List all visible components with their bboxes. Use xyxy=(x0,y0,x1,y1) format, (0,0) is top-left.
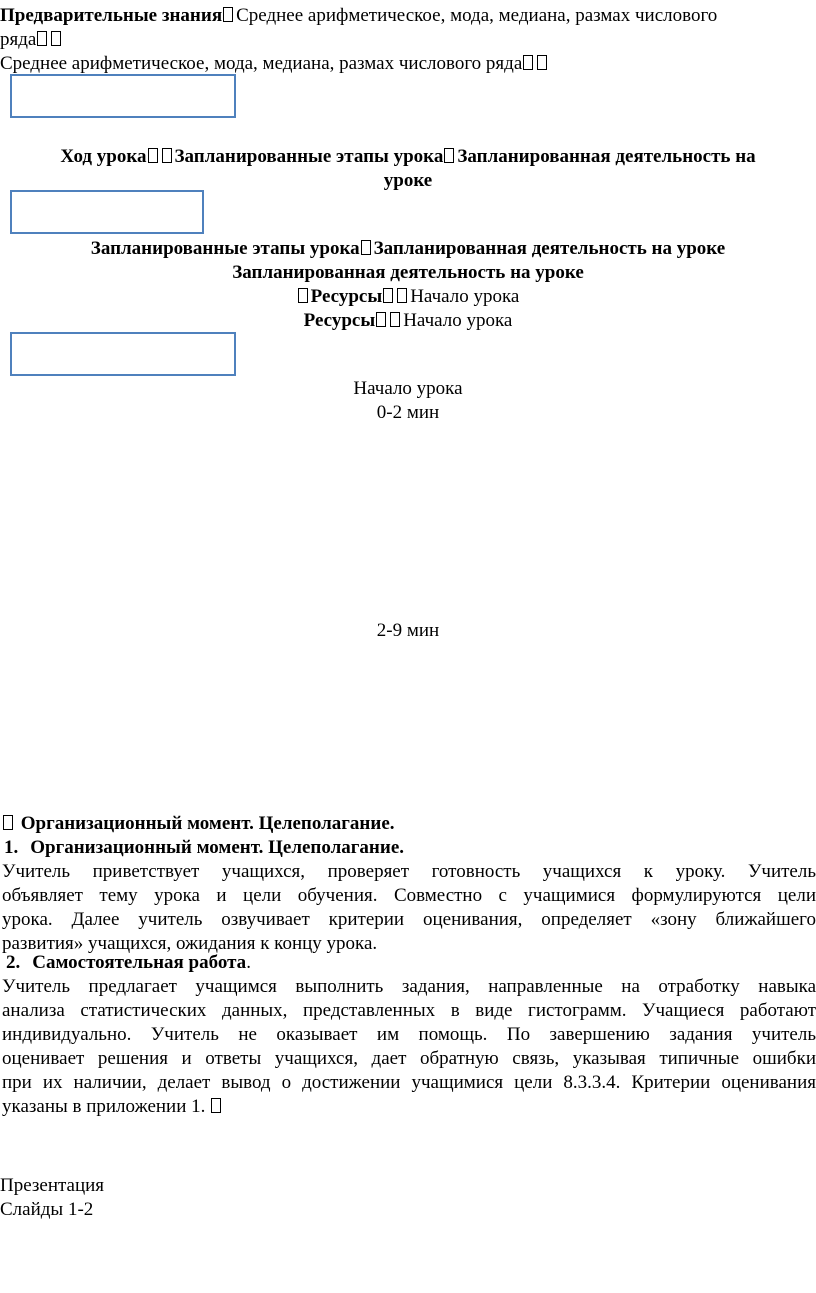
section2-body-line: Учитель предлагает учащимся выполнить задания, направленные на отработку навыка xyxy=(2,976,816,997)
missing-glyph-icon xyxy=(51,31,61,46)
resource-slides: Слайды 1-2 xyxy=(0,1199,94,1220)
resource-presentation: Презентация xyxy=(0,1175,105,1196)
missing-glyph-icon xyxy=(162,148,172,163)
missing-glyph-icon xyxy=(376,312,386,327)
section1-title-a-text: Организационный момент. Целеполагание. xyxy=(20,813,395,834)
stages-label: Запланированные этапы урока xyxy=(90,238,360,259)
section2-number: 2. xyxy=(6,952,21,973)
prior-knowledge-text: Среднее арифметическое, мода, медиана, размах числового xyxy=(236,5,718,26)
missing-glyph-icon xyxy=(211,1098,221,1113)
section1-title-b xyxy=(4,836,816,860)
planned-activity-label: Запланированная деятельность на xyxy=(457,146,756,167)
missing-glyph-icon xyxy=(390,312,400,327)
resources-label: Ресурсы xyxy=(310,286,383,307)
section1-title-b-text: Организационный момент. Целеполагание. xyxy=(30,837,404,858)
planned-stages-label: Запланированные этапы урока xyxy=(174,146,444,167)
prior-knowledge-text-cont: ряда xyxy=(0,29,37,50)
missing-glyph-icon xyxy=(37,31,47,46)
section2-title-text: Самостоятельная работа xyxy=(32,952,247,973)
section1-body-line: Учитель приветствует учащихся, проверяет готовность учащихся к уроку. Учитель xyxy=(2,861,816,882)
stage-name: Начало урока xyxy=(353,378,463,399)
section1-body-line: развития» учащихся, ожидания к концу урока. xyxy=(2,933,378,954)
blank-frame-2 xyxy=(10,190,204,234)
activity-label: Запланированная деятельность на уроке xyxy=(373,238,726,259)
section2-title xyxy=(6,951,816,975)
section1-title-a xyxy=(2,812,816,836)
section1-body xyxy=(2,860,816,956)
missing-glyph-icon xyxy=(223,7,233,22)
time-range-2: 2-9 мин xyxy=(376,620,440,641)
prior-knowledge-line1-cont xyxy=(0,28,816,52)
blank-frame-1 xyxy=(10,74,236,118)
missing-glyph-icon xyxy=(397,288,407,303)
resources-line-2 xyxy=(0,309,816,333)
missing-glyph-icon xyxy=(148,148,158,163)
section2-body-line: оценивает решения и ответы учащихся, дает обратную связь, указывая типичные ошибки xyxy=(2,1048,816,1069)
section2-title-suffix: . xyxy=(246,952,251,973)
missing-glyph-icon xyxy=(383,288,393,303)
missing-glyph-icon xyxy=(298,288,308,303)
prior-knowledge-label: Предварительные знания xyxy=(0,5,223,26)
section2-body-line: при их наличии, делает вывод о достижении учащимися цели 8.3.3.4. Критерии оценивания xyxy=(2,1072,816,1093)
start-label: Начало урока xyxy=(410,286,520,307)
blank-frame-3 xyxy=(10,332,236,376)
missing-glyph-icon xyxy=(361,240,371,255)
section1-number: 1. xyxy=(4,837,19,858)
lesson-flow-label: Ход урока xyxy=(60,146,147,167)
resources-label-2: Ресурсы xyxy=(303,310,376,331)
section2-body-line: анализа статистических данных, представленных в виде гистограмм. Учащиеся работают xyxy=(2,1000,816,1021)
prior-knowledge-text-2: Среднее арифметическое, мода, медиана, размах числового ряда xyxy=(0,53,523,74)
missing-glyph-icon xyxy=(523,55,533,70)
activity-line xyxy=(0,261,816,285)
start-label-2: Начало урока xyxy=(403,310,513,331)
time-range-1: 0-2 мин xyxy=(376,402,440,423)
resources-line xyxy=(0,285,816,309)
section2-body-line: указаны в приложении 1. xyxy=(2,1096,206,1117)
stages-line xyxy=(0,237,816,261)
lesson-flow-heading xyxy=(0,145,816,169)
section2-body-last xyxy=(2,1095,816,1119)
section1-body-line: урока. Далее учитель озвучивает критерии оценивания, определяет «зону ближайшего xyxy=(2,909,816,930)
activity-text: Запланированная деятельность на уроке xyxy=(232,262,584,283)
lesson-flow-heading-cont-text: уроке xyxy=(383,170,433,191)
section2-body-line: индивидуально. Учитель не оказывает им помощь. По завершению задания учитель xyxy=(2,1024,816,1045)
missing-glyph-icon xyxy=(3,815,13,830)
prior-knowledge-line2 xyxy=(0,52,816,76)
section1-body-line: объявляет тему урока и цели обучения. Совместно с учащимися формулируются цели xyxy=(2,885,816,906)
section2-body xyxy=(2,975,816,1119)
missing-glyph-icon xyxy=(537,55,547,70)
missing-glyph-icon xyxy=(444,148,454,163)
prior-knowledge-line1 xyxy=(0,4,816,28)
